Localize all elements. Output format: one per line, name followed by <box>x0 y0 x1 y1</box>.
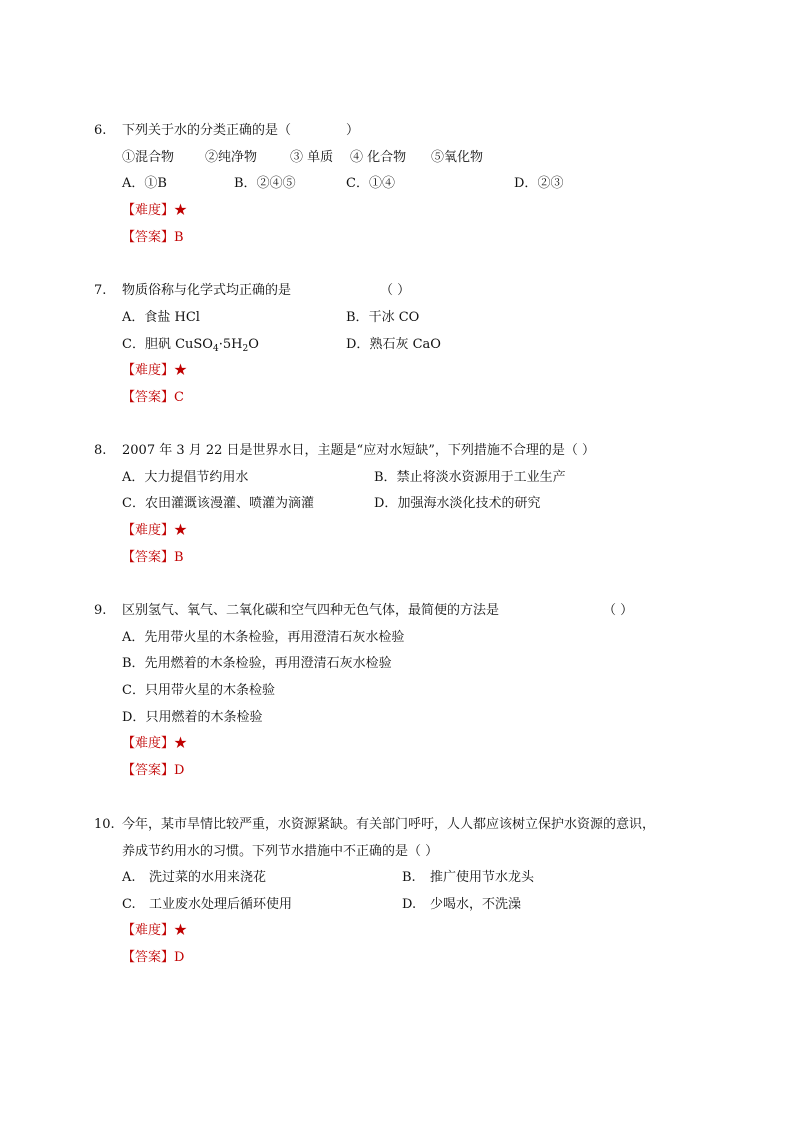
difficulty-label: 【难度】 <box>122 736 175 751</box>
option-a: A．大力提倡节约用水 <box>122 470 249 485</box>
option-d: D. 少喝水，不洗澡 <box>402 897 522 912</box>
option-b: B．先用燃着的木条检验，再用澄清石灰水检验 <box>122 656 392 671</box>
answer-value: C <box>174 390 184 405</box>
difficulty-label: 【难度】 <box>122 363 175 378</box>
answer <box>122 549 184 567</box>
answer <box>122 389 184 407</box>
difficulty <box>122 922 187 940</box>
question-stem: 区别氢气、氧气、二氧化碳和空气四种无色气体，最简便的方法是 <box>122 603 500 618</box>
option-b: B. 推广使用节水龙头 <box>402 870 535 885</box>
answer-label: 【答案】 <box>122 390 175 405</box>
difficulty <box>122 735 187 753</box>
answer-paren: （ ） <box>603 603 634 618</box>
option-d: D．加强海水淡化技术的研究 <box>374 496 541 511</box>
answer-value: D <box>174 950 185 965</box>
option-d: D．只用燃着的木条检验 <box>122 710 263 725</box>
option-c: C．农田灌溉该漫灌、喷灌为滴灌 <box>122 496 314 511</box>
item: ①混合物 <box>122 150 175 165</box>
answer-label: 【答案】 <box>122 550 175 565</box>
difficulty-star: ★ <box>174 736 188 751</box>
answer <box>122 229 184 247</box>
option-b: B．干冰 CO <box>346 310 420 325</box>
question-stem-line-2: 养成节约用水的习惯。下列节水措施中不正确的是（ ） <box>122 844 439 859</box>
difficulty <box>122 362 187 380</box>
answer-paren: （ ） <box>380 283 411 298</box>
difficulty <box>122 522 187 540</box>
item: ⑤氧化物 <box>431 150 484 165</box>
difficulty-star: ★ <box>174 523 188 538</box>
difficulty-star: ★ <box>174 363 188 378</box>
option-c: C．胆矾 $CuSO_4\cdot 5H_2O$ <box>122 337 259 354</box>
option-d: D．②③ <box>514 176 564 191</box>
option-c: C．①④ <box>346 176 395 191</box>
option-a: A．先用带火星的木条检验，再用澄清石灰水检验 <box>122 630 405 645</box>
option-a: A．食盐 HCl <box>122 310 200 325</box>
question-number: 9. <box>94 603 107 618</box>
difficulty-star: ★ <box>174 203 188 218</box>
question-stem: 物质俗称与化学式均正确的是 <box>122 283 292 298</box>
option-a: A．①B <box>122 176 167 191</box>
question-stem: 下列关于水的分类正确的是（ <box>122 123 292 138</box>
question-number: 6. <box>94 123 107 138</box>
question-number: 8. <box>94 443 107 458</box>
option-c: C. 工业废水处理后循环使用 <box>122 897 293 912</box>
option-b: B．②④⑤ <box>234 176 296 191</box>
question-stem-line-1: 今年，某市旱情比较严重，水资源紧缺。有关部门呼吁，人人都应该树立保护水资源的意识， <box>122 817 656 832</box>
answer-label: 【答案】 <box>122 950 175 965</box>
option-c: C．只用带火星的木条检验 <box>122 683 275 698</box>
difficulty-star: ★ <box>174 923 188 938</box>
option-b: B．禁止将淡水资源用于工业生产 <box>374 470 566 485</box>
item: ③ 单质 <box>290 150 334 165</box>
question-stem: 2007 年 3 月 22 日是世界水日，主题是“应对水短缺”，下列措施不合理的是（ ） <box>122 443 595 458</box>
answer-value: D <box>174 763 185 778</box>
option-a: A. 洗过菜的水用来浇花 <box>122 870 267 885</box>
answer-value: B <box>174 550 184 565</box>
answer-paren-close: ） <box>346 123 360 138</box>
question-number: 10. <box>94 817 115 832</box>
item: ④ 化合物 <box>350 150 407 165</box>
difficulty-label: 【难度】 <box>122 203 175 218</box>
difficulty <box>122 202 187 220</box>
question-number: 7. <box>94 283 107 298</box>
difficulty-label: 【难度】 <box>122 923 175 938</box>
answer-label: 【答案】 <box>122 230 175 245</box>
item: ②纯净物 <box>205 150 258 165</box>
answer <box>122 949 184 967</box>
answer-label: 【答案】 <box>122 763 175 778</box>
answer-value: B <box>174 230 184 245</box>
option-d: D．熟石灰 CaO <box>346 337 441 352</box>
answer <box>122 762 184 780</box>
difficulty-label: 【难度】 <box>122 523 175 538</box>
